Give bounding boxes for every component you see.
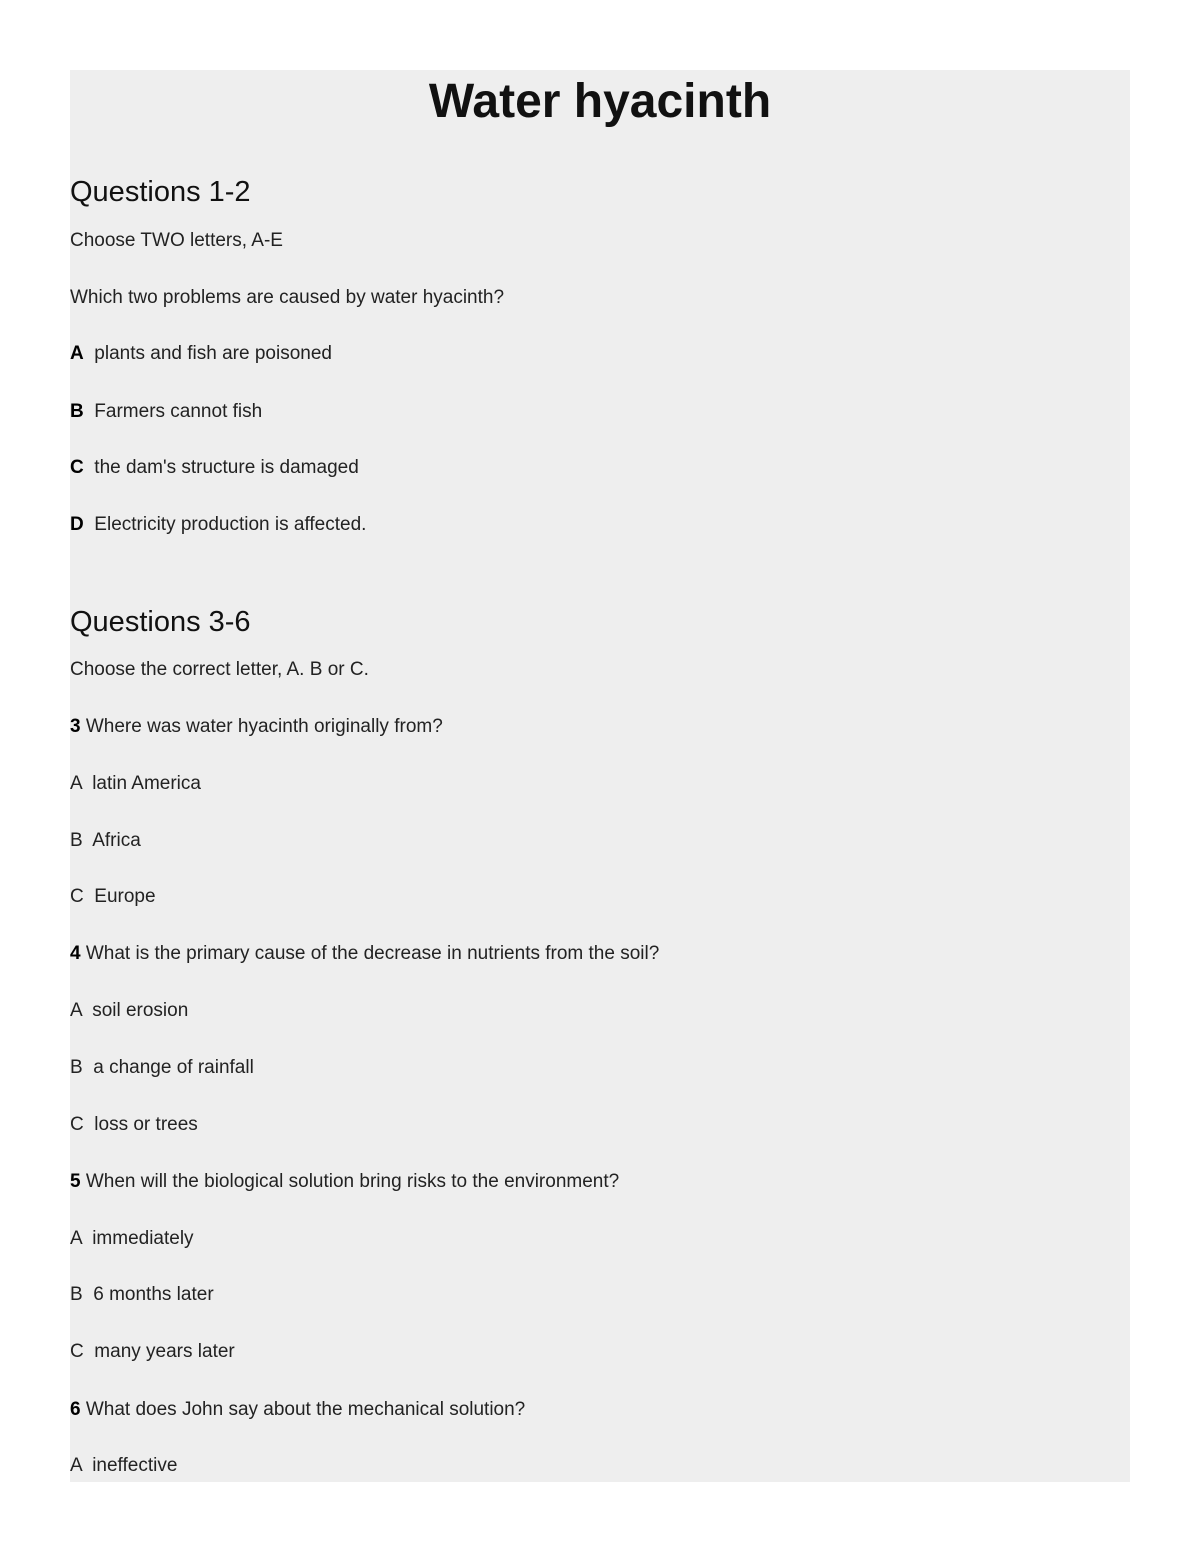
option-B bbox=[70, 402, 262, 421]
option-text: the dam's structure is damaged bbox=[94, 457, 359, 478]
question-5 bbox=[70, 1172, 619, 1191]
question-number: 3 bbox=[70, 716, 81, 737]
option-text: loss or trees bbox=[94, 1114, 198, 1135]
option-A bbox=[70, 344, 332, 363]
option-C bbox=[70, 458, 359, 477]
option-letter: C bbox=[70, 886, 84, 907]
option-letter: B bbox=[70, 830, 83, 851]
option-D bbox=[70, 515, 366, 534]
question-number: 4 bbox=[70, 943, 81, 964]
option-letter: C bbox=[70, 1341, 84, 1362]
option-text: plants and fish are poisoned bbox=[94, 343, 332, 364]
q5-option-B bbox=[70, 1285, 214, 1304]
q4-option-B bbox=[70, 1058, 254, 1077]
q3-option-B bbox=[70, 831, 141, 850]
option-letter: C bbox=[70, 457, 84, 478]
question-text: Where was water hyacinth originally from? bbox=[85, 716, 443, 737]
question-4 bbox=[70, 944, 659, 963]
section-heading-1: Questions 1-2 bbox=[70, 176, 251, 208]
option-text: a change of rainfall bbox=[93, 1057, 254, 1078]
question-6 bbox=[70, 1400, 525, 1419]
option-letter: A bbox=[70, 773, 82, 794]
question-text-1: Which two problems are caused by water hyacinth? bbox=[70, 287, 505, 308]
option-text: latin America bbox=[92, 773, 201, 794]
option-letter: B bbox=[70, 401, 84, 422]
option-text: immediately bbox=[92, 1228, 194, 1249]
question-number: 6 bbox=[70, 1399, 81, 1420]
option-text: soil erosion bbox=[92, 1000, 189, 1021]
option-text: Farmers cannot fish bbox=[94, 401, 263, 422]
option-letter: A bbox=[70, 343, 84, 364]
option-text: Africa bbox=[92, 830, 141, 851]
option-text: many years later bbox=[94, 1341, 235, 1362]
section-heading-2: Questions 3-6 bbox=[70, 606, 251, 638]
option-text: 6 months later bbox=[93, 1284, 214, 1305]
question-3 bbox=[70, 717, 443, 736]
option-text: Electricity production is affected. bbox=[94, 514, 367, 535]
section-instruction-2: Choose the correct letter, A. B or C. bbox=[70, 659, 369, 680]
q5-option-C bbox=[70, 1342, 235, 1361]
q3-option-A bbox=[70, 774, 201, 793]
option-letter: A bbox=[70, 1228, 82, 1249]
option-text: ineffective bbox=[92, 1455, 178, 1476]
q5-option-A bbox=[70, 1229, 194, 1248]
question-number: 5 bbox=[70, 1171, 81, 1192]
option-letter: C bbox=[70, 1114, 84, 1135]
option-letter: A bbox=[70, 1455, 82, 1476]
question-text: What is the primary cause of the decrease in nutrients from the soil? bbox=[85, 943, 660, 964]
document-title: Water hyacinth bbox=[428, 75, 772, 128]
option-letter: A bbox=[70, 1000, 82, 1021]
option-letter: B bbox=[70, 1284, 83, 1305]
q4-option-C bbox=[70, 1115, 198, 1134]
option-letter: D bbox=[70, 514, 84, 535]
section-instruction-1: Choose TWO letters, A-E bbox=[70, 230, 283, 251]
question-text: What does John say about the mechanical solution? bbox=[85, 1399, 526, 1420]
question-text: When will the biological solution bring risks to the environment? bbox=[85, 1171, 620, 1192]
option-text: Europe bbox=[94, 886, 156, 907]
q6-option-A bbox=[70, 1456, 177, 1475]
document-page bbox=[70, 70, 1130, 1482]
q4-option-A bbox=[70, 1001, 188, 1020]
q3-option-C bbox=[70, 887, 156, 906]
option-letter: B bbox=[70, 1057, 83, 1078]
